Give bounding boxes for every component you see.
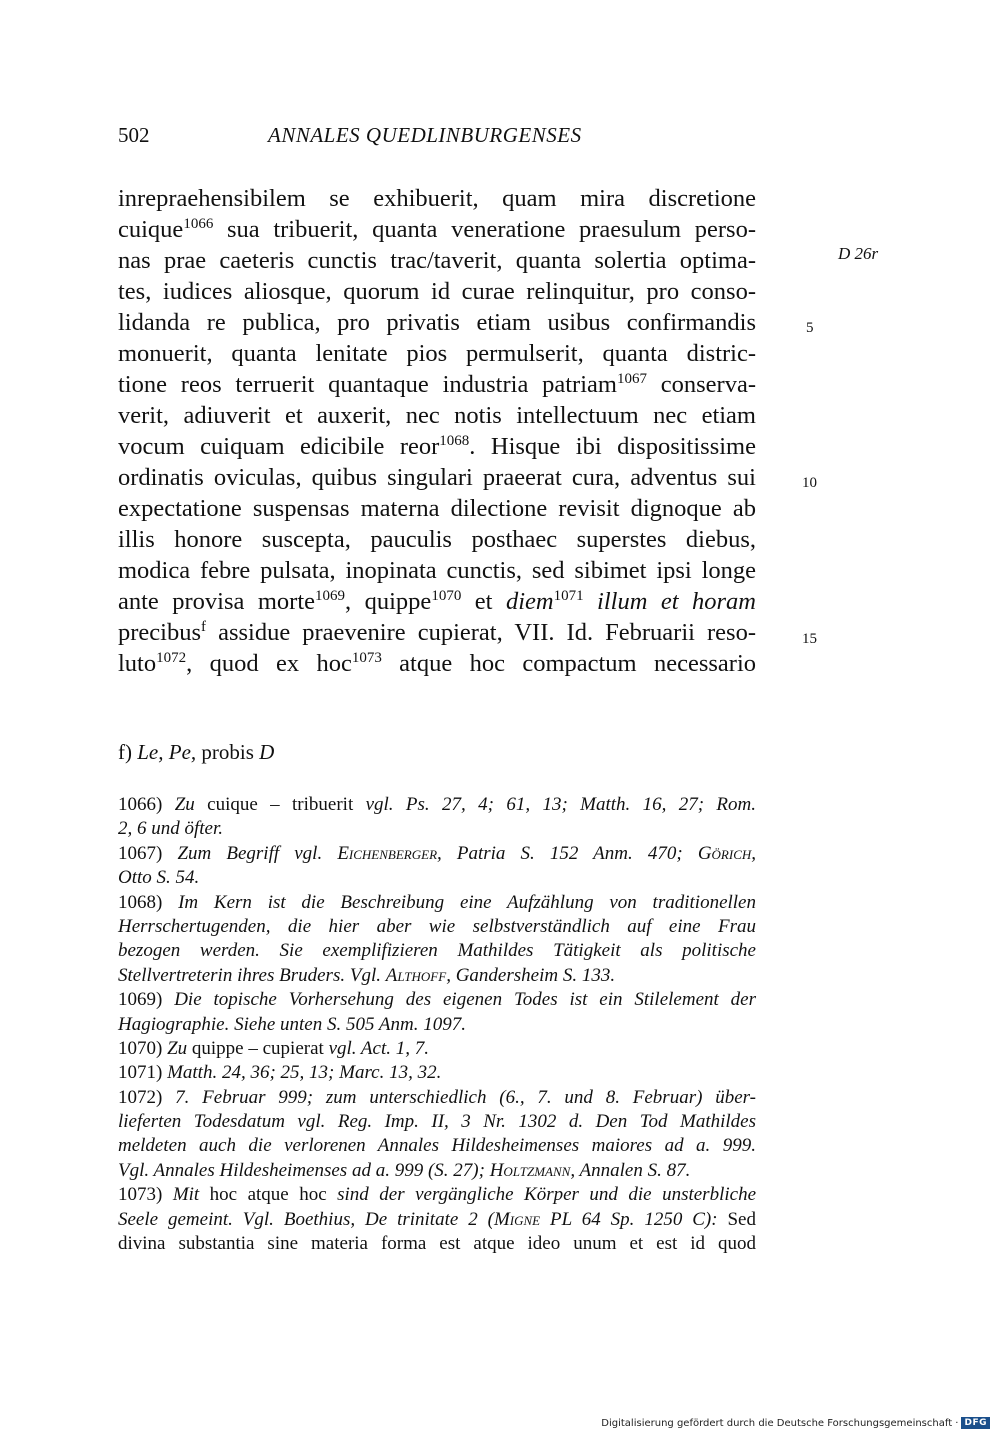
main-text: [118, 183, 756, 679]
footnote-line: 1069) Die topische Vorhersehung des eigenen Todes ist ein Stilelement der: [118, 989, 756, 1011]
text-line: nas prae caeteris cunctis trac/taverit, quanta solertia optima-: [118, 247, 756, 274]
text-line: luto$^{1072}$, quod ex hoc$^{1073}$ atque hoc compactum necessario: [118, 650, 757, 677]
footnotes: [118, 793, 756, 1256]
text-line: cuique$^{1066}$ sua tribuerit, quanta veneratione praesulum perso-: [118, 216, 756, 243]
running-title: ANNALES QUEDLINBURGENSES: [268, 123, 582, 147]
footnote-ref: 1073: [351, 650, 382, 666]
text-line: verit, adiuverit et auxerit, nec notis intellectuum nec etiam: [118, 402, 756, 429]
apparatus-ref: f: [201, 619, 206, 635]
footnote-ref: 1066: [183, 216, 214, 232]
text-line: illis honore suscepta, pauculis posthaec superstes diebus,: [118, 526, 756, 553]
footnote-line: 1066) Zu cuique – tribuerit vgl. Ps. 27, 4; 61, 13; Matth. 16, 27; Rom.: [118, 794, 757, 815]
running-head: [118, 123, 758, 153]
digitization-credit: [601, 1417, 990, 1429]
text-line: tione reos terruerit quantaque industria patriam$^{1067}$ conserva-: [118, 371, 756, 398]
footnote-ref: 1068: [439, 433, 470, 449]
footnote-line: Vgl. Annales Hildesheimenses ad a. 999 (S. 27); Holtzmann, Annalen S. 87.: [118, 1159, 691, 1181]
text-line: tes, iudices aliosque, quorum id curae relinquitur, pro conso-: [118, 278, 756, 305]
text-line: expectatione suspensas materna dilectione revisit dignoque ab: [118, 495, 756, 522]
footnote-line: Seele gemeint. Vgl. Boethius, De trinitate 2 (Migne PL 64 Sp. 1250 C): Sed: [118, 1208, 756, 1230]
footnote-line: Herrschertugenden, die hier aber wie selbstverständlich auf eine Frau: [118, 915, 756, 937]
footnote-ref: 1067: [616, 371, 647, 387]
text-line: lidanda re publica, pro privatis etiam usibus confirmandis: [118, 309, 756, 336]
text-line: vocum cuiquam edicibile reor$^{1068}$. Hisque ibi dispositissime: [118, 433, 756, 460]
footnote-ref: 1070: [431, 588, 462, 604]
footnote-line: 1071) Matth. 24, 36; 25, 13; Marc. 13, 32.: [118, 1062, 442, 1084]
footnote-line: lieferten Todesdatum vgl. Reg. Imp. II, 3 Nr. 1302 d. Den Tod Mathildes: [118, 1111, 756, 1133]
credit-text: Digitalisierung gefördert durch die Deutsche Forschungsgemeinschaft ·: [601, 1417, 959, 1429]
footnote-line: 2, 6 und öfter.: [118, 818, 224, 840]
footnote-line: meldeten auch die verlorenen Annales Hildesheimenses maiores ad a. 999.: [118, 1135, 756, 1157]
footnote-line: 1068) Im Kern ist die Beschreibung eine Aufzählung von traditionellen: [118, 891, 756, 913]
footnote-line: Hagiographie. Siehe unten S. 505 Anm. 1097.: [118, 1013, 466, 1035]
apparatus-note: f) Le, Pe, probis D: [118, 740, 275, 764]
line-number-15: 15: [802, 631, 817, 647]
line-number-10: 10: [802, 475, 817, 491]
footnote-ref: 1071: [553, 588, 584, 604]
footnote-line: Otto S. 54.: [118, 867, 200, 889]
footnote-line: 1073) Mit hoc atque hoc sind der vergängliche Körper und die unsterbliche: [118, 1184, 756, 1206]
footnote-line: divina substantia sine materia forma est atque ideo unum et est id quod: [118, 1233, 756, 1255]
footnote-line: 1067) Zum Begriff vgl. Eichenberger, Patria S. 152 Anm. 470; Görich,: [118, 842, 757, 864]
text-line: inrepraehensibilem se exhibuerit, quam mira discretione: [118, 185, 756, 212]
footnote-line: 1070) Zu quippe – cupierat vgl. Act. 1, 7.: [118, 1037, 429, 1059]
line-number-5: 5: [806, 320, 814, 336]
footnote-ref: 1069: [315, 588, 346, 604]
page-number: 502: [118, 123, 150, 147]
text-line: monuerit, quanta lenitate pios permulserit, quanta distric-: [118, 340, 756, 367]
footnote-line: Stellvertreterin ihres Bruders. Vgl. Althoff, Gandersheim S. 133.: [118, 964, 616, 986]
text-line: precibus$^f$ assidue praevenire cupierat, VII. Id. Februarii reso-: [118, 619, 756, 646]
footnote-line: bezogen werden. Sie exemplifizieren Mathildes Tätigkeit als politische: [118, 940, 756, 962]
dfg-logo-icon: DFG: [961, 1417, 990, 1429]
manuscript-folio-marker: D 26r: [838, 244, 879, 263]
footnote-ref: 1072: [156, 650, 187, 666]
text-line: ante provisa morte$^{1069}$, quippe$^{1070}$ et diem$^{1071}$ illum et horam: [118, 588, 756, 615]
text-line: ordinatis oviculas, quibus singulari praeerat cura, adventus sui: [118, 464, 756, 491]
text-line: modica febre pulsata, inopinata cunctis, sed sibimet ipsi longe: [118, 557, 756, 584]
footnote-line: 1072) 7. Februar 999; zum unterschiedlich (6., 7. und 8. Februar) über-: [118, 1086, 756, 1108]
